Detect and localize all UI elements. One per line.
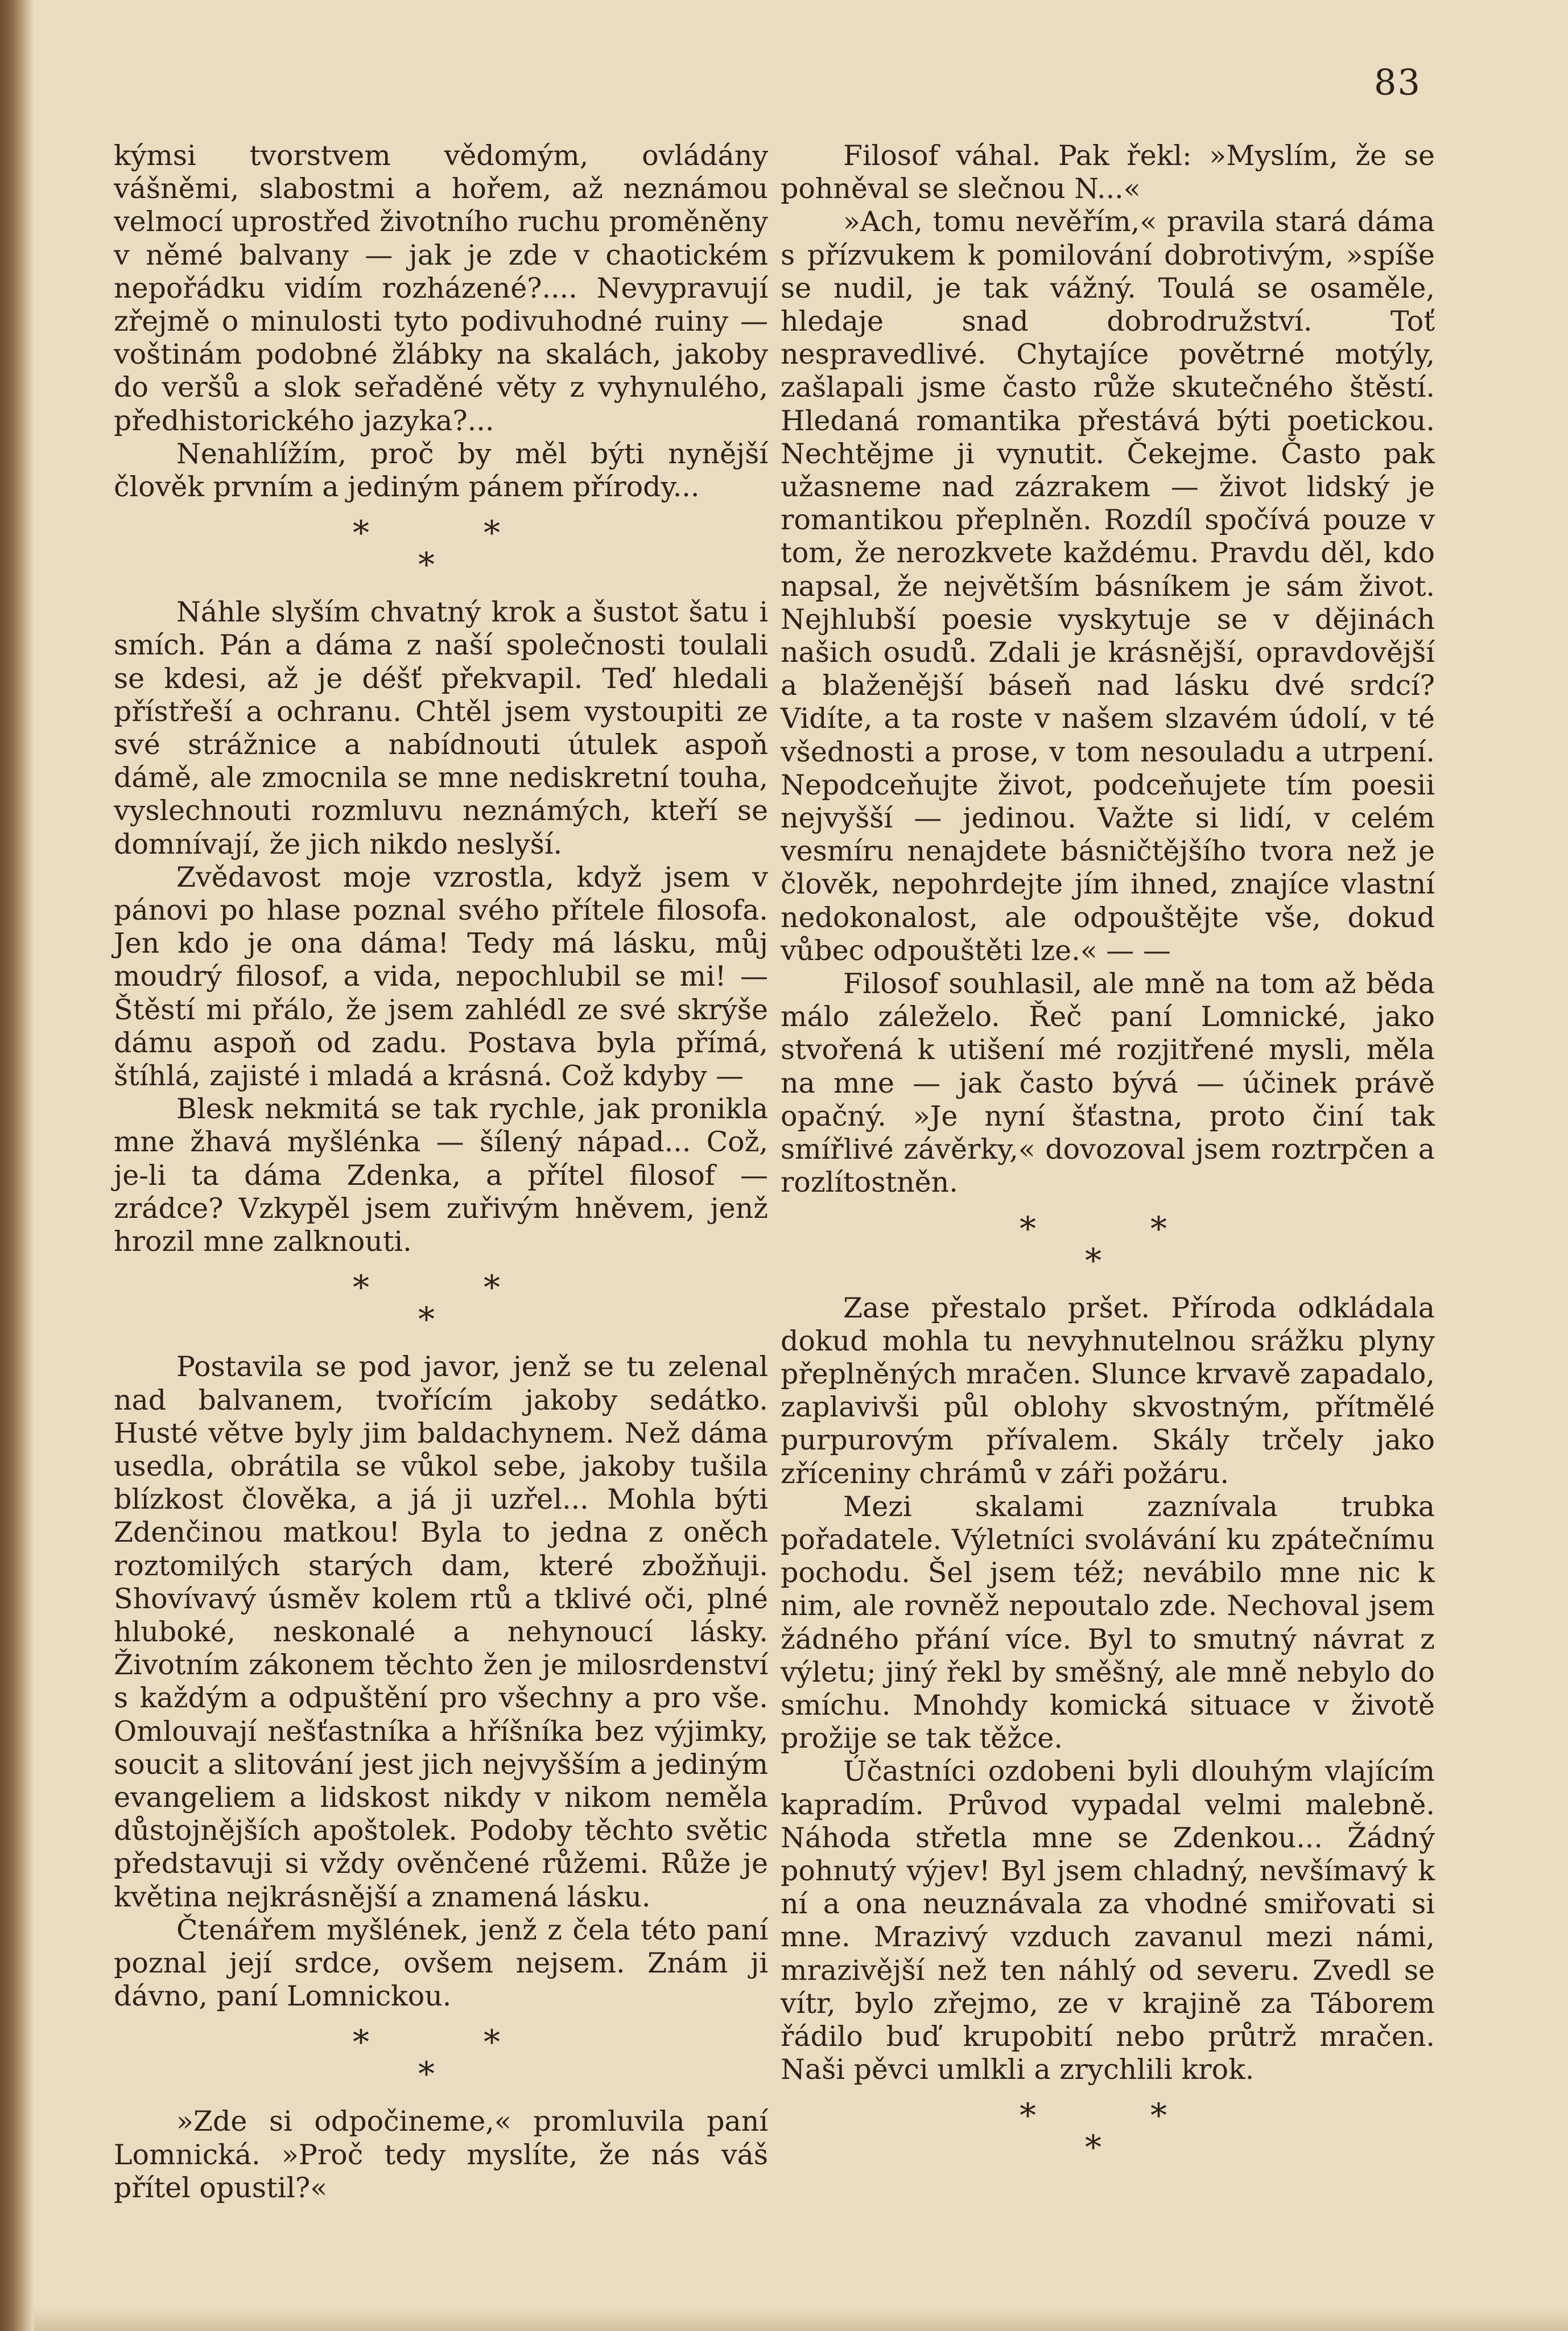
paragraph: »Zde si odpočineme,« promluvila paní Lomnická. »Proč tedy myslíte, že nás váš přítel opustil?« bbox=[114, 2105, 768, 2204]
section-separator bbox=[114, 2021, 768, 2094]
page-bottom-shading bbox=[34, 2308, 1568, 2331]
left-column bbox=[114, 139, 768, 2205]
paragraph: Blesk nekmitá se tak rychle, jak pronikla mne žhavá myšlénka — šílený nápad... Což, je-li ta dáma Zdenka, a přítel filosof — zrádce? Vzkypěl jsem zuřivým hněvem, jenž hrozil mne zalknouti. bbox=[114, 1093, 768, 1258]
section-separator bbox=[114, 1266, 768, 1339]
paragraph: Čtenářem myšlének, jenž z čela této paní poznal její srdce, ovšem nejsem. Znám ji dávno, paní Lomnickou. bbox=[114, 1913, 768, 2013]
paragraph: kýmsi tvorstvem vědomým, ovládány vášněmi, slabostmi a hořem, až neznámou velmocí uprostřed životního ruchu proměněny v němé balvany — jak je zde v chaotickém nepořádku vidím rozházené?.... Nevypravují zřejmě o minulosti tyto podivuhodné ruiny — voštinám podobné žlábky na skalách, jakoby do veršů a slok seřaděné věty z vyhynulého, předhistorického jazyka?... bbox=[114, 139, 768, 437]
paragraph: Zvědavost moje vzrostla, když jsem v pánovi po hlase poznal svého přítele filosofa. Jen kdo je ona dáma! Tedy má lásku, můj moudrý filosof, a vida, nepochlubil se mi! — Štěstí mi přálo, že jsem zahlédl ze své skrýše dámu aspoň od zadu. Postava byla přímá, štíhlá, zajisté i mladá a krásná. Což kdyby — bbox=[114, 860, 768, 1093]
asterisk: * bbox=[353, 513, 369, 553]
paragraph: Postavila se pod javor, jenž se tu zelenal nad balvanem, tvořícím jakoby sedátko. Husté větve byly jim baldachynem. Než dáma usedla, obrátila se vůkol sebe, jakoby tušila blízkost člověka, a já ji uzřel... Mohla býti Zdenčinou matkou! Byla to jedna z oněch roztomilých starých dam, které zbožňuji. Shovívavý úsměv kolem rtů a tklivé oči, plné hluboké, neskonalé a nehynoucí lásky. Životním zákonem těchto žen je milosrdenství s každým a odpuštění pro všechny a pro vše. Omlouvají nešťastníka a hříšníka bez výjimky, soucit a slitování jest jich nejvyšším a jediným evangeliem a lidskost nikdy v nikom neměla důstojnějších apoštolek. Podoby těchto světic představuji si vždy ověnčené růžemi. Růže je květina nejkrásnější a znamená lásku. bbox=[114, 1350, 768, 1913]
asterisk: * bbox=[418, 545, 435, 584]
paragraph: Náhle slyším chvatný krok a šustot šatu i smích. Pán a dáma z naší společnosti toulali se kdesi, až je déšť překvapil. Teď hledali přístřeší a ochranu. Chtěl jsem vystoupiti ze své strážnice a nabídnouti útulek aspoň dámě, ale zmocnila se mne nediskretní touha, vyslechnouti rozmluvu neznámých, kteří se domnívají, že jich nikdo neslyší. bbox=[114, 596, 768, 860]
right-column bbox=[781, 139, 1435, 2178]
asterisk: * bbox=[1020, 1209, 1036, 1248]
asterisk: * bbox=[418, 2054, 435, 2094]
asterisk: * bbox=[484, 513, 500, 553]
asterisk: * bbox=[1150, 1209, 1167, 1248]
asterisk: * bbox=[1085, 1241, 1101, 1280]
page-number: 83 bbox=[1374, 61, 1421, 103]
paragraph: Filosof souhlasil, ale mně na tom až běda málo záleželo. Řeč paní Lomnické, jako stvořená k utišení mé rozjitřené mysli, měla na mne — jak často bývá — účinek právě opačný. »Je nyní šťastna, proto činí tak smířlivé závěrky,« dovozoval jsem roztrpčen a rozlítostněn. bbox=[781, 967, 1435, 1199]
paragraph: Nenahlížím, proč by měl býti nynější člověk prvním a jediným pánem přírody... bbox=[114, 437, 768, 504]
section-separator bbox=[781, 1208, 1435, 1280]
asterisk: * bbox=[418, 1300, 435, 1339]
section-separator bbox=[114, 512, 768, 584]
asterisk: * bbox=[353, 2023, 369, 2062]
asterisk: * bbox=[353, 1268, 369, 1307]
asterisk: * bbox=[484, 2023, 500, 2062]
asterisk: * bbox=[1150, 2096, 1167, 2135]
asterisk: * bbox=[1020, 2096, 1036, 2135]
book-binding-edge bbox=[0, 0, 34, 2331]
paragraph: Účastníci ozdobeni byli dlouhým vlajícím kapradím. Průvod vypadal velmi malebně. Náhoda střetla mne se Zdenkou... Žádný pohnutý výjev! Byl jsem chladný, nevšímavý k ní a ona neuznávala za vhodné smiřovati si mne. Mrazivý vzduch zavanul mezi námi, mrazivější než ten náhlý od severu. Zvedl se vítr, bylo zřejmo, ze v krajině za Táborem řádilo buď krupobití nebo průtrž mračen. Naši pěvci umlkli a zrychlili krok. bbox=[781, 1755, 1435, 2086]
asterisk: * bbox=[1085, 2128, 1101, 2167]
paragraph: Mezi skalami zaznívala trubka pořadatele. Výletníci svolávání ku zpátečnímu pochodu. Šel jsem též; nevábilo mne nic k nim, ale rovněž nepoutalo zde. Nechoval jsem žádného přání více. Byl to smutný návrat z výletu; jiný řekl by směšný, ale mně nebylo do smíchu. Mnohdy komická situace v životě prožije se tak těžce. bbox=[781, 1490, 1435, 1755]
paragraph: »Ach, tomu nevěřím,« pravila stará dáma s přízvukem k pomilování dobrotivým, »spíše se nudil, je tak vážný. Toulá se osaměle, hledaje snad dobrodružství. Toť nespravedlivé. Chytajíce povětrné motýly, zašlapali jsme často růže skutečného štěstí. Hledaná romantika přestává býti poetickou. Nechtějme ji vynutit. Čekejme. Často pak užasneme nad zázrakem — život lidský je romantikou přeplněn. Rozdíl spočívá pouze v tom, že nerozkvete každému. Pravdu děl, kdo napsal, že největším básníkem je sám život. Nejhlubší poesie vyskytuje se v dějinách našich osudů. Zdali je krásnější, opravdovější a blaženější báseň nad lásku dvé srdcí? Vidíte, a ta roste v našem slzavém údolí, v té všednosti a prose, v tom nesouladu a utrpení. Nepodceňujte život, podceňujete tím poesii nejvyšší — jedinou. Važte si lidí, v celém vesmíru nenajdete básničtějšího tvora než je člověk, nepohrdejte jím ihned, znajíce vlastní nedokonalost, ale odpouštějte vše, dokud vůbec odpouštěti lze.« — — bbox=[781, 205, 1435, 967]
paragraph: Filosof váhal. Pak řekl: »Myslím, že se pohněval se slečnou N...« bbox=[781, 139, 1435, 205]
asterisk: * bbox=[484, 1268, 500, 1307]
section-separator bbox=[781, 2094, 1435, 2167]
paragraph: Zase přestalo pršet. Příroda odkládala dokud mohla tu nevyhnutelnou srážku plyny přeplněných mračen. Slunce krvavě zapadalo, zaplavivši půl oblohy skvostným, přítmělé purpurovým přívalem. Skály trčely jako zříceniny chrámů v záři požáru. bbox=[781, 1291, 1435, 1490]
